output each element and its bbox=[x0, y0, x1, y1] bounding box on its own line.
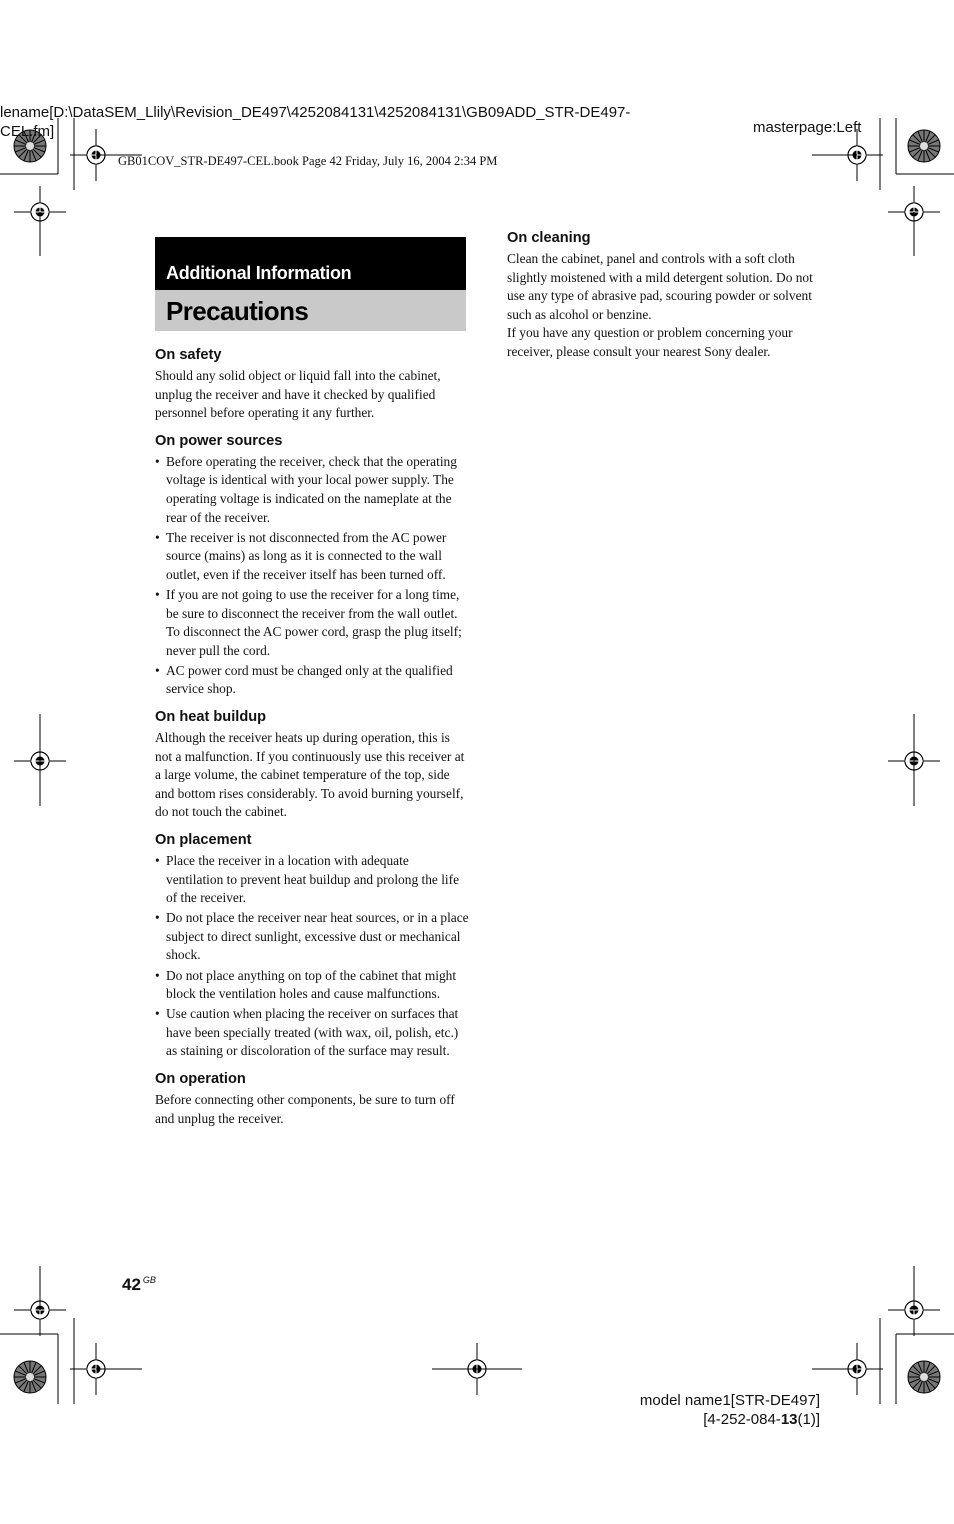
slug-filename-line1: lename[D:\DataSEM_Llily\Revision_DE497\4252084131\4252084131\GB09ADD_STR-DE497- bbox=[0, 104, 631, 121]
list-item: • Place the receiver in a location with adequate ventilation to prevent heat buildup and prolong the life of the receiver. bbox=[155, 852, 469, 908]
list-item: • The receiver is not disconnected from the AC power source (mains) as long as it is connected to the wall outlet, even if the receiver itself has been turned off. bbox=[155, 529, 469, 585]
list-item: • Before operating the receiver, check that the operating voltage is identical with your local power supply. The operating voltage is indicated on the nameplate at the rear of the receiver. bbox=[155, 453, 469, 527]
slug-filename-line2: CEL.fm] bbox=[0, 123, 55, 140]
heading-cleaning: On cleaning bbox=[507, 230, 591, 246]
section-heat bbox=[155, 708, 469, 822]
section-banner bbox=[155, 237, 466, 331]
page-number bbox=[122, 1275, 156, 1295]
section-cleaning bbox=[507, 229, 821, 362]
list-power bbox=[155, 453, 469, 699]
section-power bbox=[155, 432, 469, 699]
page-title: Precautions bbox=[155, 290, 466, 331]
model-line2-bold: 13 bbox=[780, 1411, 798, 1428]
section-safety bbox=[155, 346, 469, 423]
model-footer bbox=[640, 1391, 820, 1429]
text-dealer: If you have any question or problem concerning your receiver, please consult your nearest Sony dealer. bbox=[507, 325, 793, 359]
list-item: • Do not place the receiver near heat sources, or in a place subject to direct sunlight, excessive dust or mechanical shock. bbox=[155, 909, 469, 965]
model-line2-post: (1)] bbox=[797, 1411, 820, 1428]
text-cleaning: Clean the cabinet, panel and controls with a soft cloth slightly moistened with a mild detergent solution. Do not use any type of abrasive pad, scouring powder or solvent such as alcohol or benzine. bbox=[507, 251, 813, 322]
right-column bbox=[507, 229, 821, 362]
text-safety: Should any solid object or liquid fall into the cabinet, unplug the receiver and have it checked by qualified personnel before operating it any further. bbox=[155, 368, 441, 421]
section-operation bbox=[155, 1070, 469, 1128]
slug-filename bbox=[0, 103, 630, 141]
list-item: • Do not place anything on top of the cabinet that might block the ventilation holes and cause malfunctions. bbox=[155, 967, 469, 1004]
slug-book-line: GB01COV_STR-DE497-CEL.book Page 42 Friday, July 16, 2004 2:34 PM bbox=[118, 154, 498, 168]
heading-heat: On heat buildup bbox=[155, 709, 267, 725]
list-item: • Use caution when placing the receiver on surfaces that have been specially treated (with wax, oil, polish, etc.) as staining or discoloration of the surface may result. bbox=[155, 1005, 469, 1061]
model-line2 bbox=[640, 1410, 820, 1429]
text-heat: Although the receiver heats up during operation, this is not a malfunction. If you continuously use this receiver at a large volume, the cabinet temperature of the top, side and bottom rises considerably. To avoid burning yourself, do not touch the cabinet. bbox=[155, 730, 465, 820]
heading-safety: On safety bbox=[155, 347, 222, 363]
list-item: • AC power cord must be changed only at the qualified service shop. bbox=[155, 662, 469, 699]
section-placement bbox=[155, 831, 469, 1061]
list-placement bbox=[155, 852, 469, 1061]
slug-masterpage: masterpage:Left bbox=[753, 119, 862, 136]
model-line2-pre: [4-252-084- bbox=[703, 1411, 781, 1428]
text-operation: Before connecting other components, be sure to turn off and unplug the receiver. bbox=[155, 1092, 455, 1126]
heading-placement: On placement bbox=[155, 831, 252, 848]
section-label: Additional Information bbox=[155, 237, 466, 290]
heading-operation: On operation bbox=[155, 1071, 246, 1087]
model-line1: model name1[STR-DE497] bbox=[639, 1392, 820, 1409]
list-item: • If you are not going to use the receiver for a long time, be sure to disconnect the receiver from the wall outlet. To disconnect the AC power cord, grasp the plug itself; never pull the cord. bbox=[155, 586, 469, 660]
left-column bbox=[155, 346, 469, 1137]
page-number-value: 42 bbox=[122, 1275, 141, 1294]
heading-power: On power sources bbox=[155, 432, 283, 449]
page-number-suffix: GB bbox=[142, 1275, 156, 1285]
